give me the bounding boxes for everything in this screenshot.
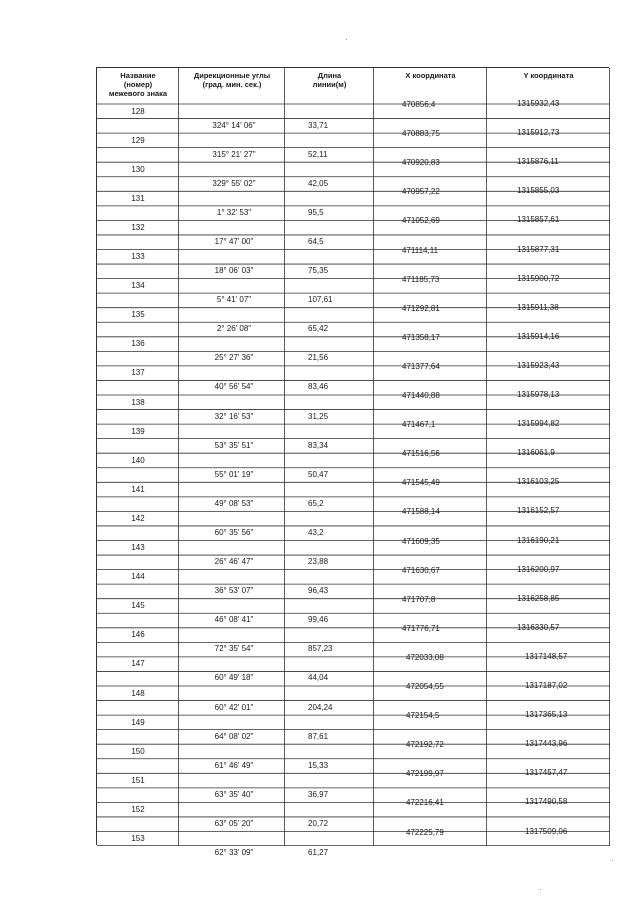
scan-speck (612, 860, 613, 861)
header-y: Y координата (523, 71, 574, 80)
azimuth-angle: 17° 47' 00" (214, 236, 254, 246)
line-length: 42,05 (308, 178, 329, 188)
point-name: 143 (131, 543, 145, 552)
point-name: 145 (131, 601, 145, 611)
line-length: 15,33 (308, 760, 329, 770)
y-coordinate: 1316103,25 (517, 477, 560, 487)
azimuth-angle: 32° 16' 53" (214, 411, 254, 421)
point-name: 130 (131, 164, 145, 174)
x-coordinate: 471630,67 (402, 565, 440, 575)
x-coordinate: 472225,79 (406, 827, 444, 837)
y-coordinate: 1317490,58 (525, 797, 568, 807)
x-coordinate: 470920,83 (402, 158, 440, 168)
line-length: 96,43 (308, 586, 329, 596)
azimuth-angle: 61° 46' 49" (214, 760, 254, 770)
x-coordinate: 472154,5 (406, 711, 440, 721)
line-length: 23,88 (308, 557, 329, 567)
x-coordinate: 472216,41 (406, 798, 444, 808)
y-coordinate: 1315876,11 (517, 157, 559, 167)
line-length: 36,97 (308, 789, 329, 799)
azimuth-angle: 26° 46' 47" (214, 557, 254, 567)
y-coordinate: 1317509,06 (525, 826, 568, 836)
azimuth-angle: 329° 55' 02" (212, 178, 256, 188)
line-length: 50,47 (308, 469, 329, 479)
azimuth-angle: 2° 26' 08" (216, 324, 252, 334)
x-coordinate: 472054,55 (406, 682, 444, 691)
x-coordinate: 471440,88 (402, 391, 440, 400)
point-name: 134 (131, 281, 145, 291)
azimuth-angle: 315° 21' 27" (212, 149, 256, 159)
line-length: 61,27 (308, 848, 329, 858)
line-length: 52,11 (308, 149, 328, 159)
azimuth-angle: 5° 41' 07" (216, 295, 252, 305)
azimuth-angle: 46° 08' 41" (214, 615, 254, 625)
point-name: 128 (131, 106, 145, 116)
line-length: 31,25 (308, 411, 329, 421)
azimuth-angle: 55° 01' 19" (214, 469, 254, 479)
point-name: 149 (131, 717, 145, 727)
x-coordinate: 472199,97 (406, 769, 444, 779)
y-coordinate: 1317457,47 (525, 768, 568, 778)
point-name: 140 (131, 455, 145, 465)
line-length: 43,2 (308, 527, 324, 537)
point-name: 146 (131, 630, 145, 640)
header-length: Длина линии(м) (312, 71, 347, 89)
point-name: 133 (131, 252, 145, 261)
point-name: 152 (131, 804, 145, 814)
azimuth-angle: 40° 56' 54" (214, 382, 254, 392)
azimuth-angle: 64° 08' 02" (214, 731, 254, 741)
point-name: 144 (131, 572, 145, 582)
y-coordinate: 1315911,38 (517, 302, 559, 312)
y-coordinate: 1315900,72 (517, 273, 560, 283)
point-name: 151 (131, 775, 145, 785)
line-length: 95,5 (308, 207, 324, 217)
y-coordinate: 1315923,43 (517, 360, 560, 370)
line-length: 99,46 (308, 615, 329, 625)
line-length: 107,61 (308, 295, 333, 305)
x-coordinate: 470883,75 (402, 129, 440, 139)
x-coordinate: 471545,49 (402, 478, 440, 488)
header-name: Название (номер) межевого знака (108, 71, 168, 98)
line-length: 44,04 (308, 673, 329, 683)
y-coordinate: 1316200,97 (517, 564, 560, 574)
x-coordinate: 471776,71 (402, 623, 440, 633)
header-azimuth: Дирекционные углы (град. мин. сек.) (193, 71, 271, 89)
point-name: 138 (131, 397, 145, 407)
line-length: 75,35 (308, 266, 329, 276)
scan-speck (540, 889, 541, 890)
azimuth-angle: 49° 08' 53" (214, 498, 254, 508)
y-coordinate: 1316061,9 (517, 448, 555, 458)
y-coordinate: 1316152,57 (517, 506, 560, 516)
x-coordinate: 470856,4 (402, 100, 436, 109)
y-coordinate: 1316190,21 (517, 535, 560, 545)
scan-speck (346, 39, 347, 40)
y-coordinate: 1317148,57 (525, 651, 568, 661)
azimuth-angle: 60° 49' 18" (214, 673, 254, 683)
x-coordinate: 471114,11 (402, 245, 439, 255)
line-length: 21,56 (308, 353, 329, 363)
point-name: 139 (131, 426, 145, 436)
line-length: 83,46 (308, 382, 329, 392)
x-coordinate: 471358,17 (402, 332, 440, 342)
y-coordinate: 1317187,02 (525, 681, 568, 690)
line-length: 33,71 (308, 120, 329, 130)
point-name: 150 (131, 746, 145, 756)
survey-table (96, 67, 609, 858)
x-coordinate: 471377,64 (402, 361, 440, 371)
y-coordinate: 1316258,85 (517, 593, 560, 603)
azimuth-angle: 1° 32' 53" (216, 207, 252, 217)
x-coordinate: 471588,14 (402, 507, 440, 517)
line-length: 65,42 (308, 324, 329, 334)
x-coordinate: 470957,22 (402, 187, 440, 197)
azimuth-angle: 18° 06' 03" (214, 266, 254, 276)
y-coordinate: 1317443,96 (525, 739, 568, 749)
x-coordinate: 471467,1 (402, 420, 436, 430)
azimuth-angle: 36° 53' 07" (214, 586, 254, 596)
line-length: 204,24 (308, 702, 333, 712)
header-x: X координата (405, 71, 456, 80)
point-name: 132 (131, 222, 145, 232)
y-coordinate: 1315978,13 (517, 390, 560, 399)
point-name: 148 (131, 688, 145, 698)
line-length: 83,34 (308, 440, 329, 450)
point-name: 135 (131, 310, 145, 320)
y-coordinate: 1315914,16 (517, 331, 560, 341)
azimuth-angle: 324° 14' 06" (212, 120, 256, 130)
y-coordinate: 1315912,73 (517, 128, 560, 138)
point-name: 141 (131, 484, 145, 494)
azimuth-angle: 60° 42' 01" (214, 702, 254, 712)
x-coordinate: 472192,72 (406, 740, 444, 750)
azimuth-angle: 62° 33' 09" (214, 848, 254, 858)
x-coordinate: 471185,73 (402, 274, 440, 284)
point-name: 137 (131, 368, 145, 378)
y-coordinate: 1317365,13 (525, 710, 568, 720)
x-coordinate: 471609,35 (402, 536, 440, 546)
x-coordinate: 471707,8 (402, 594, 436, 604)
y-coordinate: 1315857,61 (517, 215, 560, 225)
y-coordinate: 1316330,57 (517, 622, 560, 632)
line-length: 64,5 (308, 236, 324, 246)
y-coordinate: 1315932,43 (517, 99, 560, 108)
point-name: 147 (131, 659, 145, 669)
line-length: 65,2 (308, 498, 324, 508)
x-coordinate: 471052,69 (402, 216, 440, 226)
azimuth-angle: 63° 35' 40" (214, 789, 254, 799)
azimuth-angle: 60° 35' 56" (214, 527, 254, 537)
azimuth-angle: 25° 27' 36" (214, 353, 254, 363)
azimuth-angle: 72° 35' 54" (214, 644, 254, 654)
x-coordinate: 472033,08 (406, 652, 444, 662)
y-coordinate: 1315855,03 (517, 186, 560, 196)
azimuth-angle: 63° 05' 20" (214, 818, 254, 828)
x-coordinate: 471292,81 (402, 303, 440, 313)
point-name: 136 (131, 339, 145, 349)
y-coordinate: 1315877,31 (517, 244, 560, 254)
line-length: 20,72 (308, 818, 329, 828)
point-name: 131 (131, 193, 145, 203)
y-coordinate: 1315994,82 (517, 419, 560, 429)
line-length: 87,61 (308, 731, 329, 741)
azimuth-angle: 53° 35' 51" (214, 440, 254, 450)
x-coordinate: 471516,56 (402, 449, 440, 459)
point-name: 153 (131, 834, 145, 843)
point-name: 129 (131, 135, 145, 145)
point-name: 142 (131, 513, 145, 523)
line-length: 857,23 (308, 644, 333, 654)
